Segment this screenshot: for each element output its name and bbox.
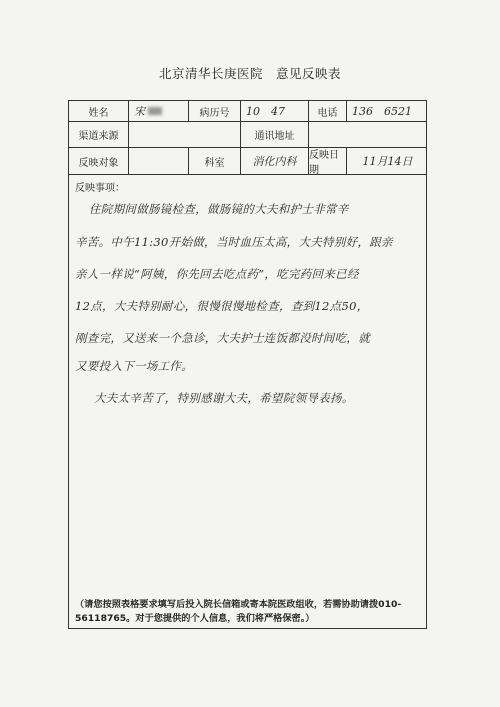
target-field[interactable] (129, 148, 189, 174)
channel-label: 渠道来源 (69, 122, 129, 147)
redaction-mark (148, 107, 162, 115)
matters-line: 住院期间做肠镜检查，做肠镜的大夫和护士非常辛 (89, 202, 349, 216)
matters-label: 反映事项： (75, 183, 125, 194)
page-title: 北京清华长庚医院 意见反映表 (158, 66, 341, 81)
date-value: 11月14日 (362, 155, 413, 168)
phone-field[interactable] (347, 101, 428, 121)
matters-line: 刚查完，又送来一个急诊，大夫护士连饭都没时间吃，就 (75, 331, 370, 345)
record-field[interactable] (241, 101, 309, 121)
privacy-notice: （请您按照表格要求填写后投入院长信箱或寄本院医政组收，若需协助请拨010-56118765。对于您提供的个人信息，我们将严格保密。） (75, 599, 402, 624)
name-label: 姓名 (69, 101, 129, 121)
matters-line: 又要投入下一场工作。 (75, 359, 193, 373)
target-row (69, 148, 426, 175)
matters-line: 亲人一样说“阿姨，你先回去吃点药”，吃完药回来已经 (75, 267, 359, 281)
date-field[interactable] (347, 148, 428, 174)
matters-text-area[interactable] (69, 175, 426, 595)
target-label: 反映对象 (69, 148, 129, 174)
matters-line: 辛苦。中午11:30开始做，当时血压太高，大夫特别好，跟亲 (75, 235, 393, 249)
header-row (69, 101, 426, 122)
feedback-form (68, 100, 427, 629)
date-label: 反映日期 (309, 148, 347, 174)
address-field[interactable] (309, 122, 428, 147)
record-value: 10 47 (246, 105, 285, 118)
address-label: 通讯地址 (241, 122, 309, 147)
dept-value: 消化内科 (252, 155, 297, 168)
channel-field[interactable] (129, 122, 241, 147)
dept-label: 科室 (189, 148, 241, 174)
record-label: 病历号 (189, 101, 241, 121)
source-row (69, 122, 426, 148)
name-field[interactable] (129, 101, 189, 121)
name-value: 宋 (134, 105, 145, 118)
phone-label: 电话 (309, 101, 347, 121)
matters-line: 12点，大夫特别耐心，很慢很慢地检查，查到12点50， (75, 299, 369, 313)
phone-value: 136 6521 (352, 105, 412, 118)
dept-field[interactable] (241, 148, 309, 174)
matters-line: 大夫太辛苦了，特别感谢大夫，希望院领导表扬。 (94, 391, 354, 405)
